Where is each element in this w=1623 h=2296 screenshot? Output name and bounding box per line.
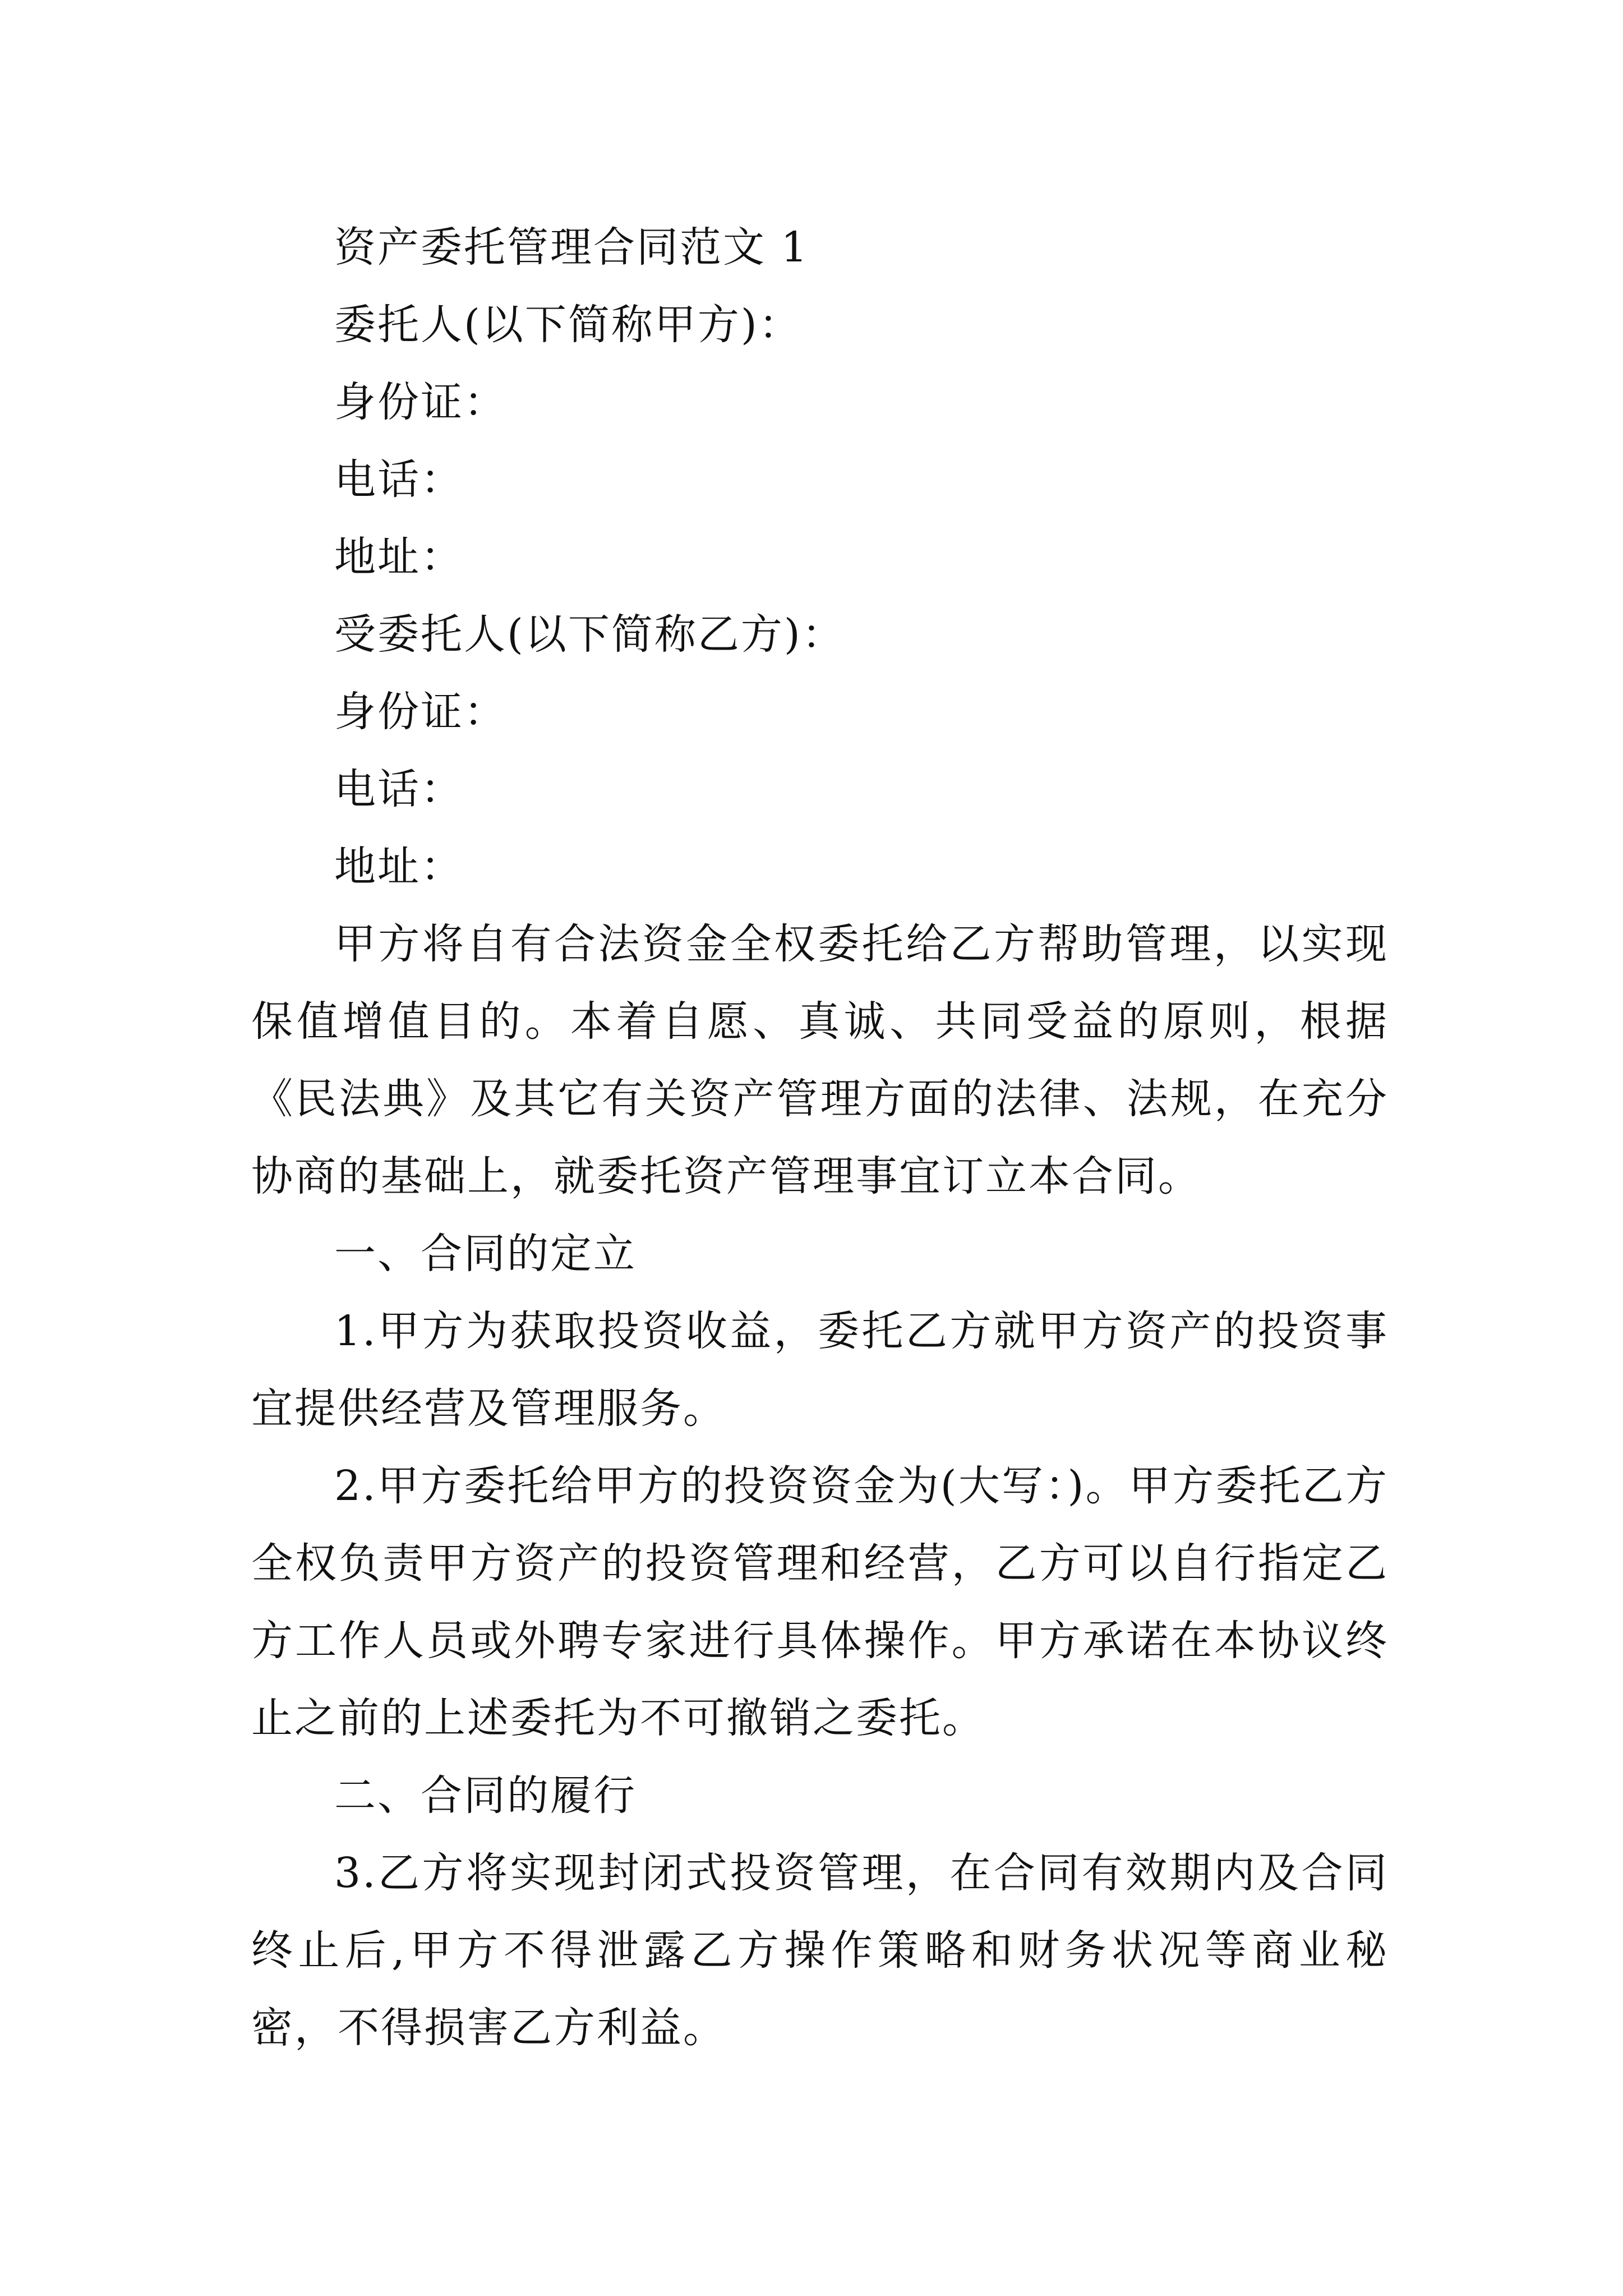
clause-1-paragraph: 1.甲方为获取投资收益，委托乙方就甲方资产的投资事宜提供经营及管理服务。 [251, 1307, 1389, 1433]
preamble-paragraph: 甲方将自有合法资金全权委托给乙方帮助管理，以实现保值增值目的。本着自愿、真诚、共同受益的原则，根据《民法典》及其它有关资产管理方面的法律、法规，在充分协商的基础上，就委托资产管理事宜订立本合同。 [251, 920, 1389, 1200]
party-a-id-label: 身份证： [334, 378, 507, 426]
party-b-heading: 受委托人(以下简称乙方)： [334, 610, 845, 659]
document-body [251, 209, 1389, 2067]
document-title: 资产委托管理合同范文 1 [334, 223, 809, 272]
party-b-phone-label: 电话： [334, 765, 464, 813]
section-2-title: 二、合同的履行 [334, 1772, 637, 1820]
party-a-heading: 委托人(以下简称甲方)： [334, 301, 802, 349]
clause-3-paragraph: 3.乙方将实现封闭式投资管理，在合同有效期内及合同终止后,甲方不得泄露乙方操作策略和财务状况等商业秘密，不得损害乙方利益。 [251, 1849, 1389, 2052]
party-b-address-label: 地址： [334, 843, 464, 891]
party-a-address-label: 地址： [334, 533, 464, 581]
clause-2-paragraph: 2.甲方委托给甲方的投资资金为(大写：)。甲方委托乙方全权负责甲方资产的投资管理和经营，乙方可以自行指定乙方工作人员或外聘专家进行具体操作。甲方承诺在本协议终止之前的上述委托为不可撤销之委托。 [251, 1462, 1389, 1742]
party-a-phone-label: 电话： [334, 455, 464, 504]
party-b-id-label: 身份证： [334, 688, 507, 736]
section-1-title: 一、合同的定立 [334, 1230, 637, 1278]
